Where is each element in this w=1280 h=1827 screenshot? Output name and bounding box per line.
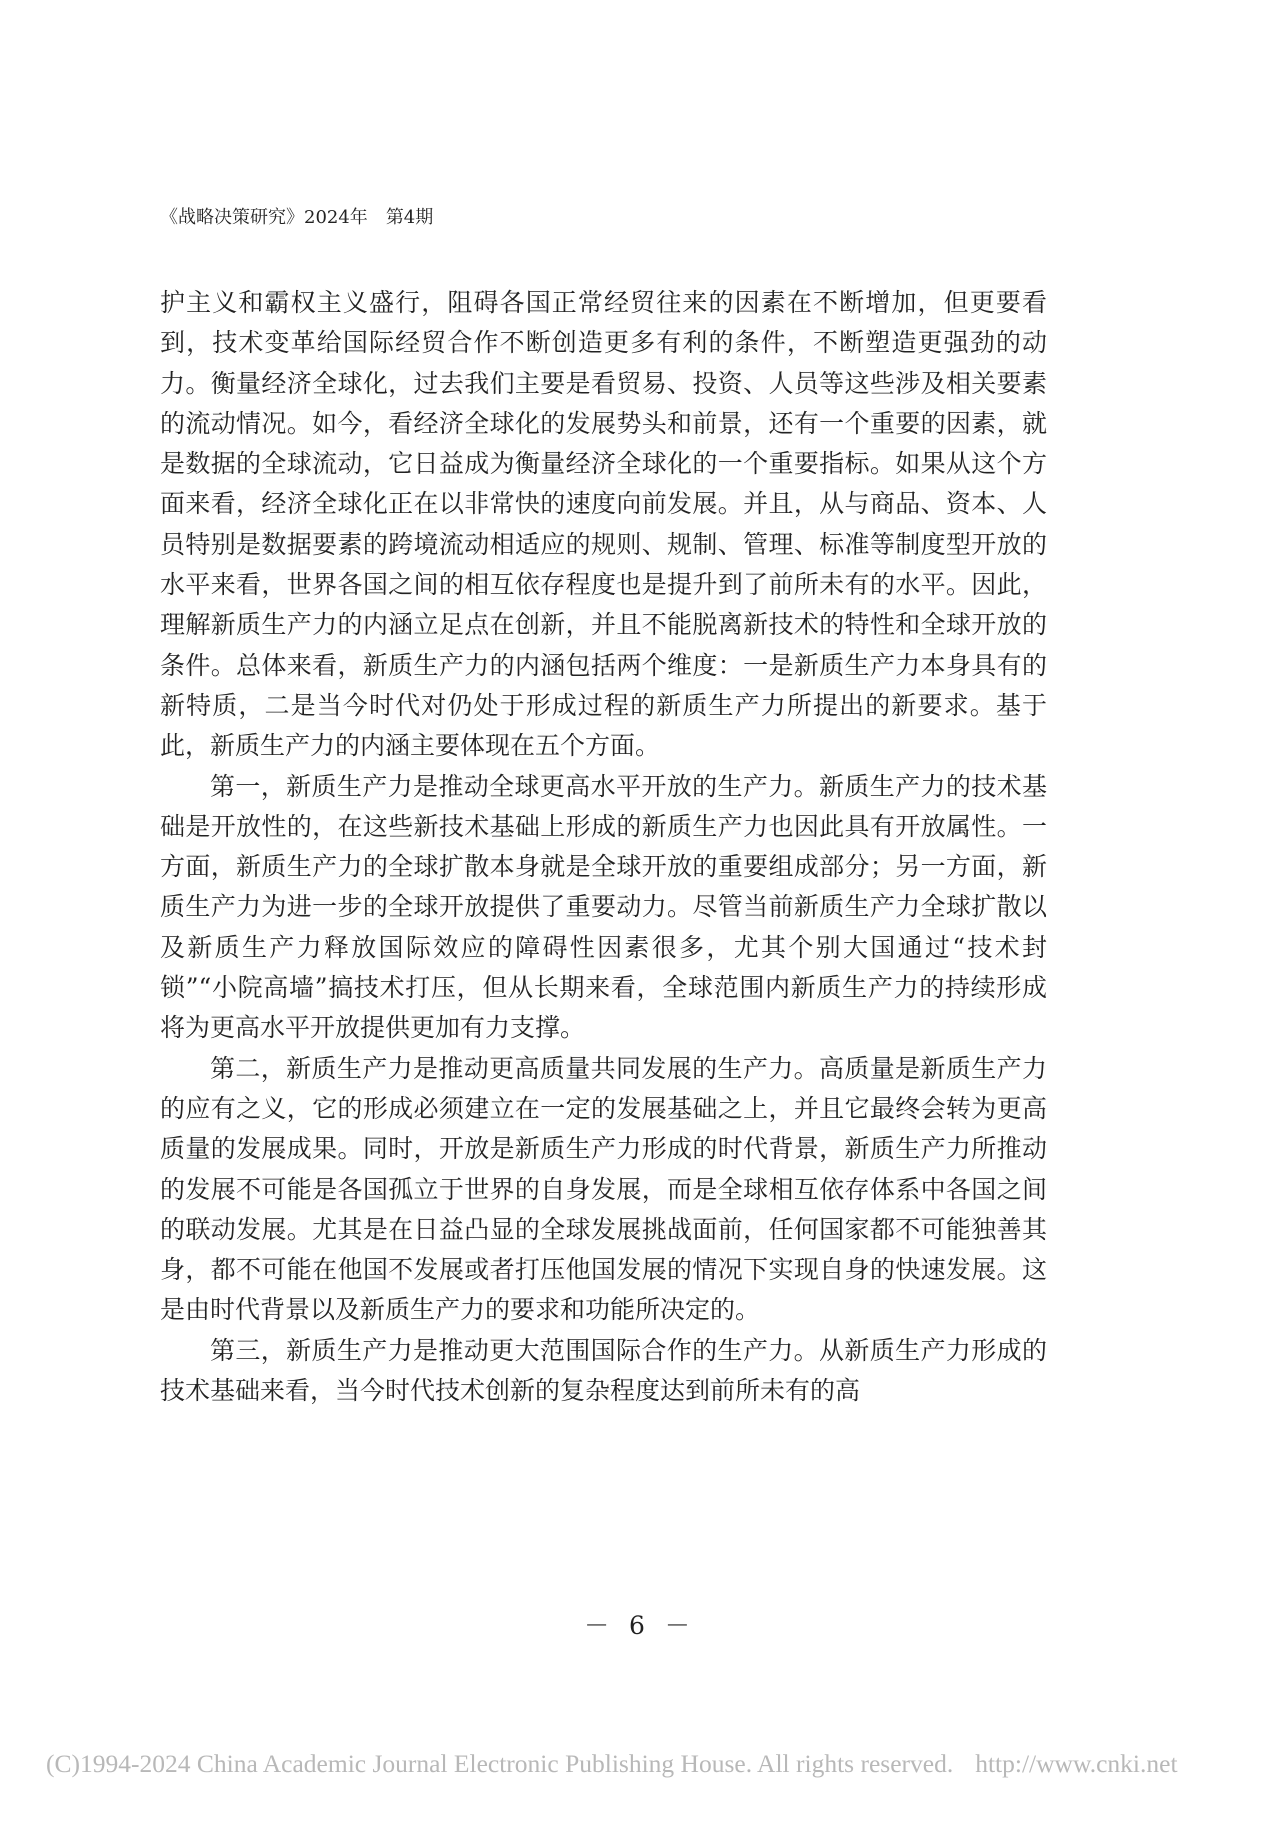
running-header [160,206,433,230]
page-number: － 6 － [584,1611,696,1640]
body-paragraph: 第二，新质生产力是推动更高质量共同发展的生产力。高质量是新质生产力的应有之义，它的形成必须建立在一定的发展基础之上，并且它最终会转为更高质量的发展成果。同时，开放是新质生产力形成的时代背景，新质生产力所推动的发展不可能是各国孤立于世界的自身发展，而是全球相互依存体系中各国之间的联动发展。尤其是在日益凸显的全球发展挑战面前，任何国家都不可能独善其身，都不可能在他国不发展或者打压他国发展的情况下实现自身的快速发展。这是由时代背景以及新质生产力的要求和功能所决定的。 [160,1053,1047,1325]
body-paragraph: 护主义和霸权主义盛行，阻碍各国正常经贸往来的因素在不断增加，但更要看到，技术变革给国际经贸合作不断创造更多有利的条件，不断塑造更强劲的动力。衡量经济全球化，过去我们主要是看贸易、投资、人员等这些涉及相关要素的流动情况。如今，看经济全球化的发展势头和前景，还有一个重要的因素，就是数据的全球流动，它日益成为衡量经济全球化的一个重要指标。如果从这个方面来看，经济全球化正在以非常快的速度向前发展。并且，从与商品、资本、人员特别是数据要素的跨境流动相适应的规则、规制、管理、标准等制度型开放的水平来看，世界各国之间的相互依存程度也是提升到了前所未有的水平。因此，理解新质生产力的内涵立足点在创新，并且不能脱离新技术的特性和全球开放的条件。总体来看，新质生产力的内涵包括两个维度：一是新质生产力本身具有的新特质，二是当今时代对仍处于形成过程的新质生产力所提出的新要求。基于此，新质生产力的内涵主要体现在五个方面。 [160,288,1047,761]
journal-title: 《战略决策研究》2024年 [160,207,368,228]
body-paragraph: 第三，新质生产力是推动更大范围国际合作的生产力。从新质生产力形成的技术基础来看，当今时代技术创新的复杂程度达到前所未有的高 [160,1335,1047,1406]
cnki-url[interactable]: http://www.cnki.net [975,1749,1178,1778]
copyright-watermark [46,1748,1178,1780]
copyright-text: (C)1994-2024 China Academic Journal Electronic Publishing House. All rights reserved. [46,1749,954,1778]
issue-number: 第4期 [385,207,434,228]
body-paragraph: 第一，新质生产力是推动全球更高水平开放的生产力。新质生产力的技术基础是开放性的，在这些新技术基础上形成的新质生产力也因此具有开放属性。一方面，新质生产力的全球扩散本身就是全球开放的重要组成部分；另一方面，新质生产力为进一步的全球开放提供了重要动力。尽管当前新质生产力全球扩散以及新质生产力释放国际效应的障碍性因素很多，尤其个别大国通过“技术封锁”“小院高墙”搞技术打压，但从长期来看，全球范围内新质生产力的持续形成将为更高水平开放提供更加有力支撑。 [160,771,1047,1043]
article-body [160,283,1047,1411]
